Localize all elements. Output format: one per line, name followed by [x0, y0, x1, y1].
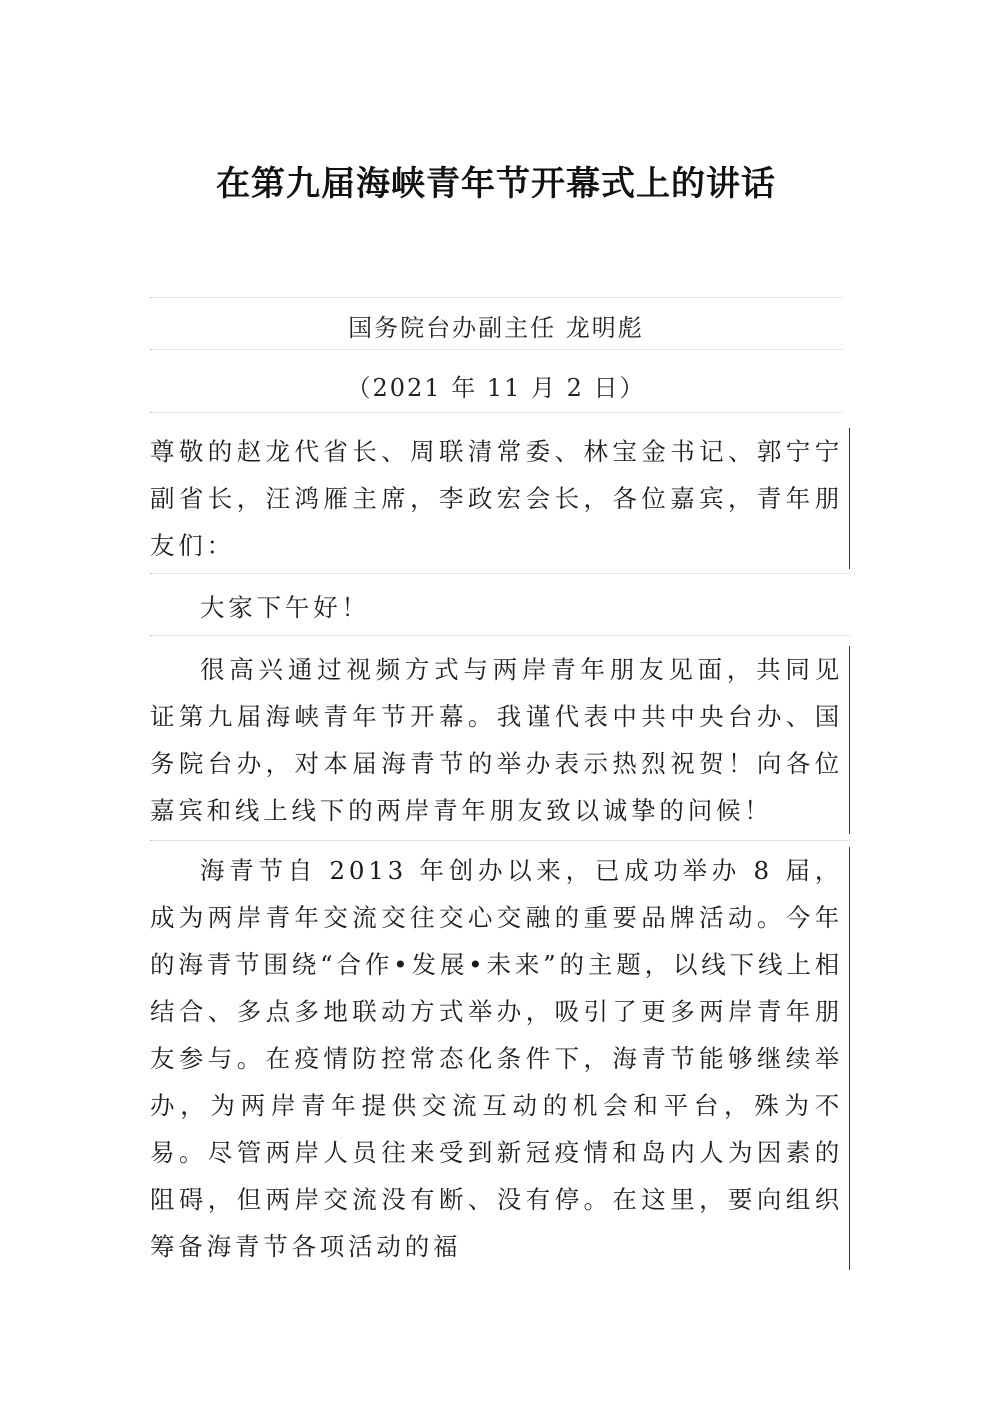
date-line: （2021 年 11 月 2 日）: [346, 374, 646, 402]
body-paragraph: 海青节自 2013 年创办以来，已成功举办 8 届，成为两岸青年交流交往交心交融的重要品牌活动。今年的海青节围绕“合作•发展•未来”的主题，以线下线上相结合、多点多地联动方式举办，吸引了更多两岸青年朋友参与。在疫情防控常态化条件下，海青节能够继续举办，为两岸青年提供交流互动的机会和平台，殊为不易。尽管两岸人员往来受到新冠疫情和岛内人为因素的阻碍，但两岸交流没有断、没有停。在这里，要向组织筹备海青节各项活动的福: [150, 847, 850, 1270]
greeting-paragraph: 大家下午好！: [200, 593, 370, 622]
divider: [150, 297, 842, 298]
divider: [150, 349, 842, 350]
document-title: 在第九届海峡青年节开幕式上的讲话: [216, 164, 776, 204]
divider: [150, 635, 850, 646]
divider: [150, 840, 850, 847]
salutation-paragraph: 尊敬的赵龙代省长、周联清常委、林宝金书记、郭宁宁副省长，汪鸿雁主席，李政宏会长，各位嘉宾，青年朋友们：: [150, 428, 850, 569]
author-line: 国务院台办副主任 龙明彪: [348, 314, 644, 342]
document-body: [150, 428, 850, 1270]
divider: [150, 412, 842, 413]
body-paragraph: 很高兴通过视频方式与两岸青年朋友见面，共同见证第九届海峡青年节开幕。我谨代表中共中央台办、国务院台办，对本届海青节的举办表示热烈祝贺！向各位嘉宾和线上线下的两岸青年朋友致以诚挚的问候！: [150, 646, 850, 834]
divider: [150, 573, 850, 584]
